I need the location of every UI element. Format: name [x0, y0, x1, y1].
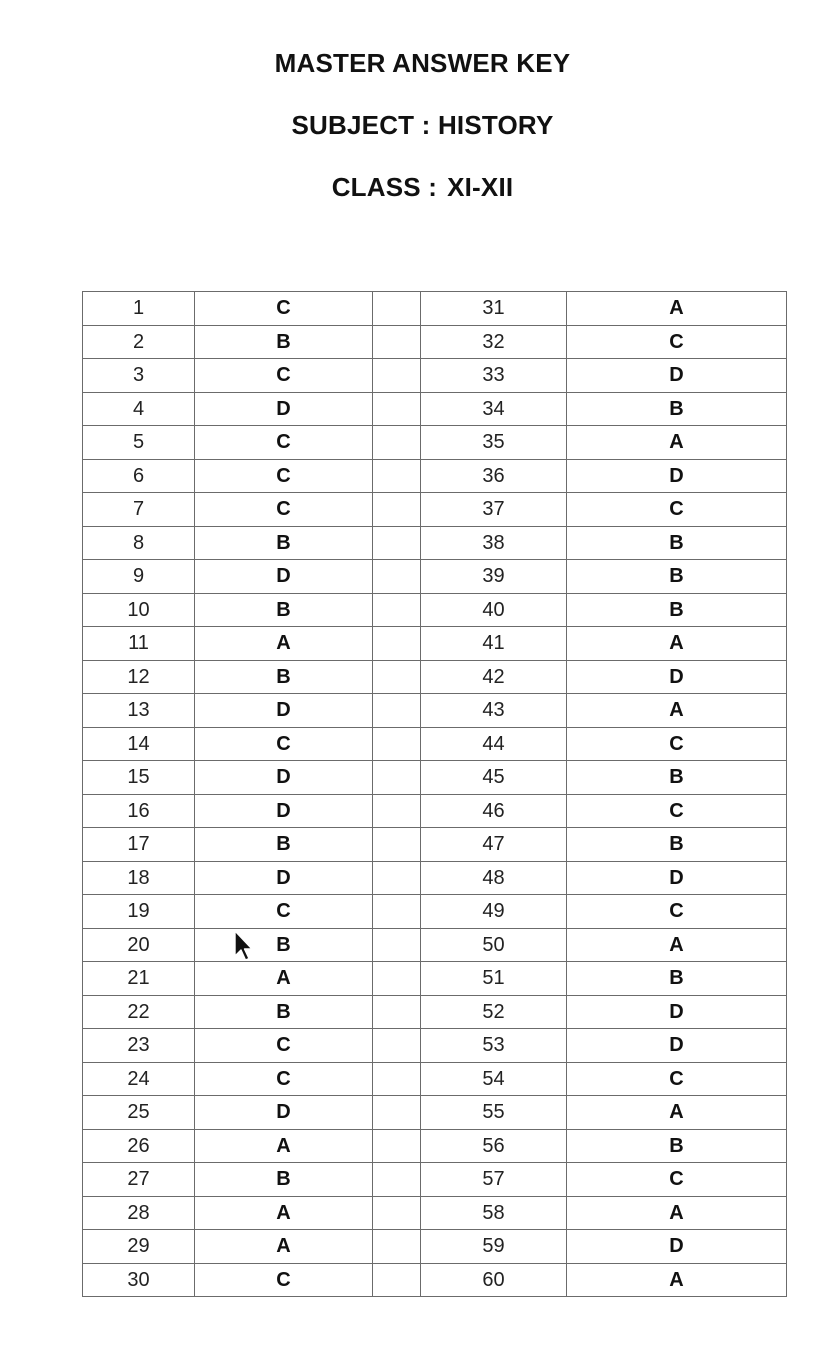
question-number: 36	[421, 459, 567, 493]
answer-cell: B	[567, 560, 787, 594]
spacer-cell	[373, 493, 421, 527]
question-number: 56	[421, 1129, 567, 1163]
answer-cell: C	[567, 794, 787, 828]
answer-cell: D	[195, 794, 373, 828]
question-number: 46	[421, 794, 567, 828]
question-number: 28	[83, 1196, 195, 1230]
answer-cell: B	[195, 1163, 373, 1197]
answer-cell: C	[567, 895, 787, 929]
spacer-cell	[373, 794, 421, 828]
question-number: 21	[83, 962, 195, 996]
answer-cell: D	[567, 660, 787, 694]
question-number: 54	[421, 1062, 567, 1096]
answer-cell: B	[567, 962, 787, 996]
table-row	[83, 761, 787, 795]
table-row	[83, 794, 787, 828]
question-number: 34	[421, 392, 567, 426]
spacer-cell	[373, 694, 421, 728]
table-row	[83, 895, 787, 929]
answer-key-table	[82, 291, 787, 1297]
question-number: 35	[421, 426, 567, 460]
answer-cell: B	[195, 828, 373, 862]
answer-cell: D	[567, 359, 787, 393]
table-row	[83, 426, 787, 460]
question-number: 19	[83, 895, 195, 929]
spacer-cell	[373, 560, 421, 594]
table-row	[83, 493, 787, 527]
answer-cell: A	[195, 1196, 373, 1230]
question-number: 16	[83, 794, 195, 828]
answer-cell: D	[567, 861, 787, 895]
table-row	[83, 1129, 787, 1163]
question-number: 47	[421, 828, 567, 862]
spacer-cell	[373, 660, 421, 694]
question-number: 45	[421, 761, 567, 795]
question-number: 38	[421, 526, 567, 560]
question-number: 3	[83, 359, 195, 393]
spacer-cell	[373, 459, 421, 493]
answer-cell: B	[195, 995, 373, 1029]
question-number: 52	[421, 995, 567, 1029]
spacer-cell	[373, 1029, 421, 1063]
question-number: 27	[83, 1163, 195, 1197]
answer-cell: D	[195, 392, 373, 426]
spacer-cell	[373, 1163, 421, 1197]
table-row	[83, 392, 787, 426]
table-row	[83, 1196, 787, 1230]
page-title: MASTER ANSWER KEY	[274, 48, 571, 78]
answer-cell: D	[195, 761, 373, 795]
question-number: 5	[83, 426, 195, 460]
question-number: 11	[83, 627, 195, 661]
answer-cell: C	[567, 727, 787, 761]
spacer-cell	[373, 861, 421, 895]
table-row	[83, 292, 787, 326]
question-number: 40	[421, 593, 567, 627]
question-number: 25	[83, 1096, 195, 1130]
table-row	[83, 627, 787, 661]
table-row	[83, 727, 787, 761]
table-row	[83, 828, 787, 862]
question-number: 13	[83, 694, 195, 728]
table-row	[83, 1062, 787, 1096]
question-number: 22	[83, 995, 195, 1029]
question-number: 20	[83, 928, 195, 962]
spacer-cell	[373, 1263, 421, 1297]
question-number: 57	[421, 1163, 567, 1197]
answer-cell: D	[195, 861, 373, 895]
question-number: 29	[83, 1230, 195, 1264]
answer-cell: A	[567, 627, 787, 661]
answer-cell: C	[195, 1062, 373, 1096]
table-row	[83, 660, 787, 694]
answer-cell: C	[195, 292, 373, 326]
answer-cell: C	[567, 1062, 787, 1096]
question-number: 32	[421, 325, 567, 359]
answer-cell: A	[567, 1263, 787, 1297]
spacer-cell	[373, 392, 421, 426]
table-row	[83, 962, 787, 996]
question-number: 2	[83, 325, 195, 359]
question-number: 51	[421, 962, 567, 996]
mouse-pointer-icon	[233, 930, 255, 964]
spacer-cell	[373, 828, 421, 862]
answer-cell: B	[567, 1129, 787, 1163]
answer-cell: B	[195, 928, 373, 962]
table-row	[83, 861, 787, 895]
table-row	[83, 359, 787, 393]
spacer-cell	[373, 995, 421, 1029]
answer-cell: B	[567, 828, 787, 862]
table-row	[83, 928, 787, 962]
table-row	[83, 593, 787, 627]
question-number: 60	[421, 1263, 567, 1297]
question-number: 58	[421, 1196, 567, 1230]
answer-cell: B	[567, 593, 787, 627]
answer-cell: B	[567, 526, 787, 560]
question-number: 6	[83, 459, 195, 493]
question-number: 41	[421, 627, 567, 661]
question-number: 44	[421, 727, 567, 761]
question-number: 17	[83, 828, 195, 862]
answer-cell: A	[567, 292, 787, 326]
class-value: XI-XII	[447, 172, 514, 202]
question-number: 26	[83, 1129, 195, 1163]
question-number: 48	[421, 861, 567, 895]
question-number: 37	[421, 493, 567, 527]
question-number: 4	[83, 392, 195, 426]
answer-cell: A	[195, 1230, 373, 1264]
answer-cell: B	[567, 761, 787, 795]
question-number: 23	[83, 1029, 195, 1063]
answer-cell: C	[567, 1163, 787, 1197]
question-number: 12	[83, 660, 195, 694]
question-number: 55	[421, 1096, 567, 1130]
answer-cell: A	[567, 426, 787, 460]
spacer-cell	[373, 1096, 421, 1130]
question-number: 18	[83, 861, 195, 895]
answer-cell: C	[567, 493, 787, 527]
question-number: 31	[421, 292, 567, 326]
question-number: 42	[421, 660, 567, 694]
spacer-cell	[373, 1196, 421, 1230]
spacer-cell	[373, 593, 421, 627]
answer-cell: D	[567, 995, 787, 1029]
table-row	[83, 1263, 787, 1297]
answer-cell: A	[567, 928, 787, 962]
answer-cell: D	[195, 694, 373, 728]
answer-cell: A	[195, 1129, 373, 1163]
table-row	[83, 325, 787, 359]
answer-cell: B	[195, 593, 373, 627]
question-number: 39	[421, 560, 567, 594]
spacer-cell	[373, 727, 421, 761]
answer-cell: C	[195, 1263, 373, 1297]
table-row	[83, 1163, 787, 1197]
question-number: 8	[83, 526, 195, 560]
spacer-cell	[373, 962, 421, 996]
answer-cell: C	[195, 727, 373, 761]
answer-cell: C	[195, 895, 373, 929]
spacer-cell	[373, 325, 421, 359]
answer-key-body	[83, 292, 787, 1297]
answer-cell: D	[195, 1096, 373, 1130]
spacer-cell	[373, 1062, 421, 1096]
answer-cell: A	[195, 962, 373, 996]
answer-cell: A	[567, 694, 787, 728]
answer-cell: C	[567, 325, 787, 359]
spacer-cell	[373, 292, 421, 326]
question-number: 43	[421, 694, 567, 728]
question-number: 1	[83, 292, 195, 326]
table-row	[83, 1029, 787, 1063]
spacer-cell	[373, 359, 421, 393]
question-number: 53	[421, 1029, 567, 1063]
table-row	[83, 1230, 787, 1264]
table-row	[83, 459, 787, 493]
question-number: 50	[421, 928, 567, 962]
question-number: 7	[83, 493, 195, 527]
spacer-cell	[373, 426, 421, 460]
answer-cell: A	[567, 1096, 787, 1130]
answer-cell: B	[195, 660, 373, 694]
question-number: 15	[83, 761, 195, 795]
spacer-cell	[373, 1129, 421, 1163]
answer-cell: D	[567, 459, 787, 493]
table-row	[83, 1096, 787, 1130]
answer-cell: B	[195, 526, 373, 560]
table-row	[83, 560, 787, 594]
spacer-cell	[373, 1230, 421, 1264]
question-number: 14	[83, 727, 195, 761]
answer-cell: C	[195, 359, 373, 393]
answer-cell: B	[567, 392, 787, 426]
answer-cell: D	[195, 560, 373, 594]
question-number: 30	[83, 1263, 195, 1297]
answer-cell: D	[567, 1230, 787, 1264]
table-row	[83, 526, 787, 560]
spacer-cell	[373, 895, 421, 929]
question-number: 49	[421, 895, 567, 929]
answer-cell: C	[195, 493, 373, 527]
answer-cell: D	[567, 1029, 787, 1063]
question-number: 59	[421, 1230, 567, 1264]
question-number: 10	[83, 593, 195, 627]
spacer-cell	[373, 526, 421, 560]
question-number: 33	[421, 359, 567, 393]
answer-cell: C	[195, 1029, 373, 1063]
answer-cell: A	[195, 627, 373, 661]
question-number: 24	[83, 1062, 195, 1096]
answer-cell: C	[195, 459, 373, 493]
subject-line: SUBJECT : HISTORY	[291, 110, 554, 140]
table-row	[83, 694, 787, 728]
table-row	[83, 995, 787, 1029]
class-line	[0, 172, 828, 203]
answer-cell: C	[195, 426, 373, 460]
spacer-cell	[373, 627, 421, 661]
spacer-cell	[373, 761, 421, 795]
class-label: CLASS :	[331, 172, 438, 202]
answer-cell: B	[195, 325, 373, 359]
answer-cell: A	[567, 1196, 787, 1230]
question-number: 9	[83, 560, 195, 594]
spacer-cell	[373, 928, 421, 962]
